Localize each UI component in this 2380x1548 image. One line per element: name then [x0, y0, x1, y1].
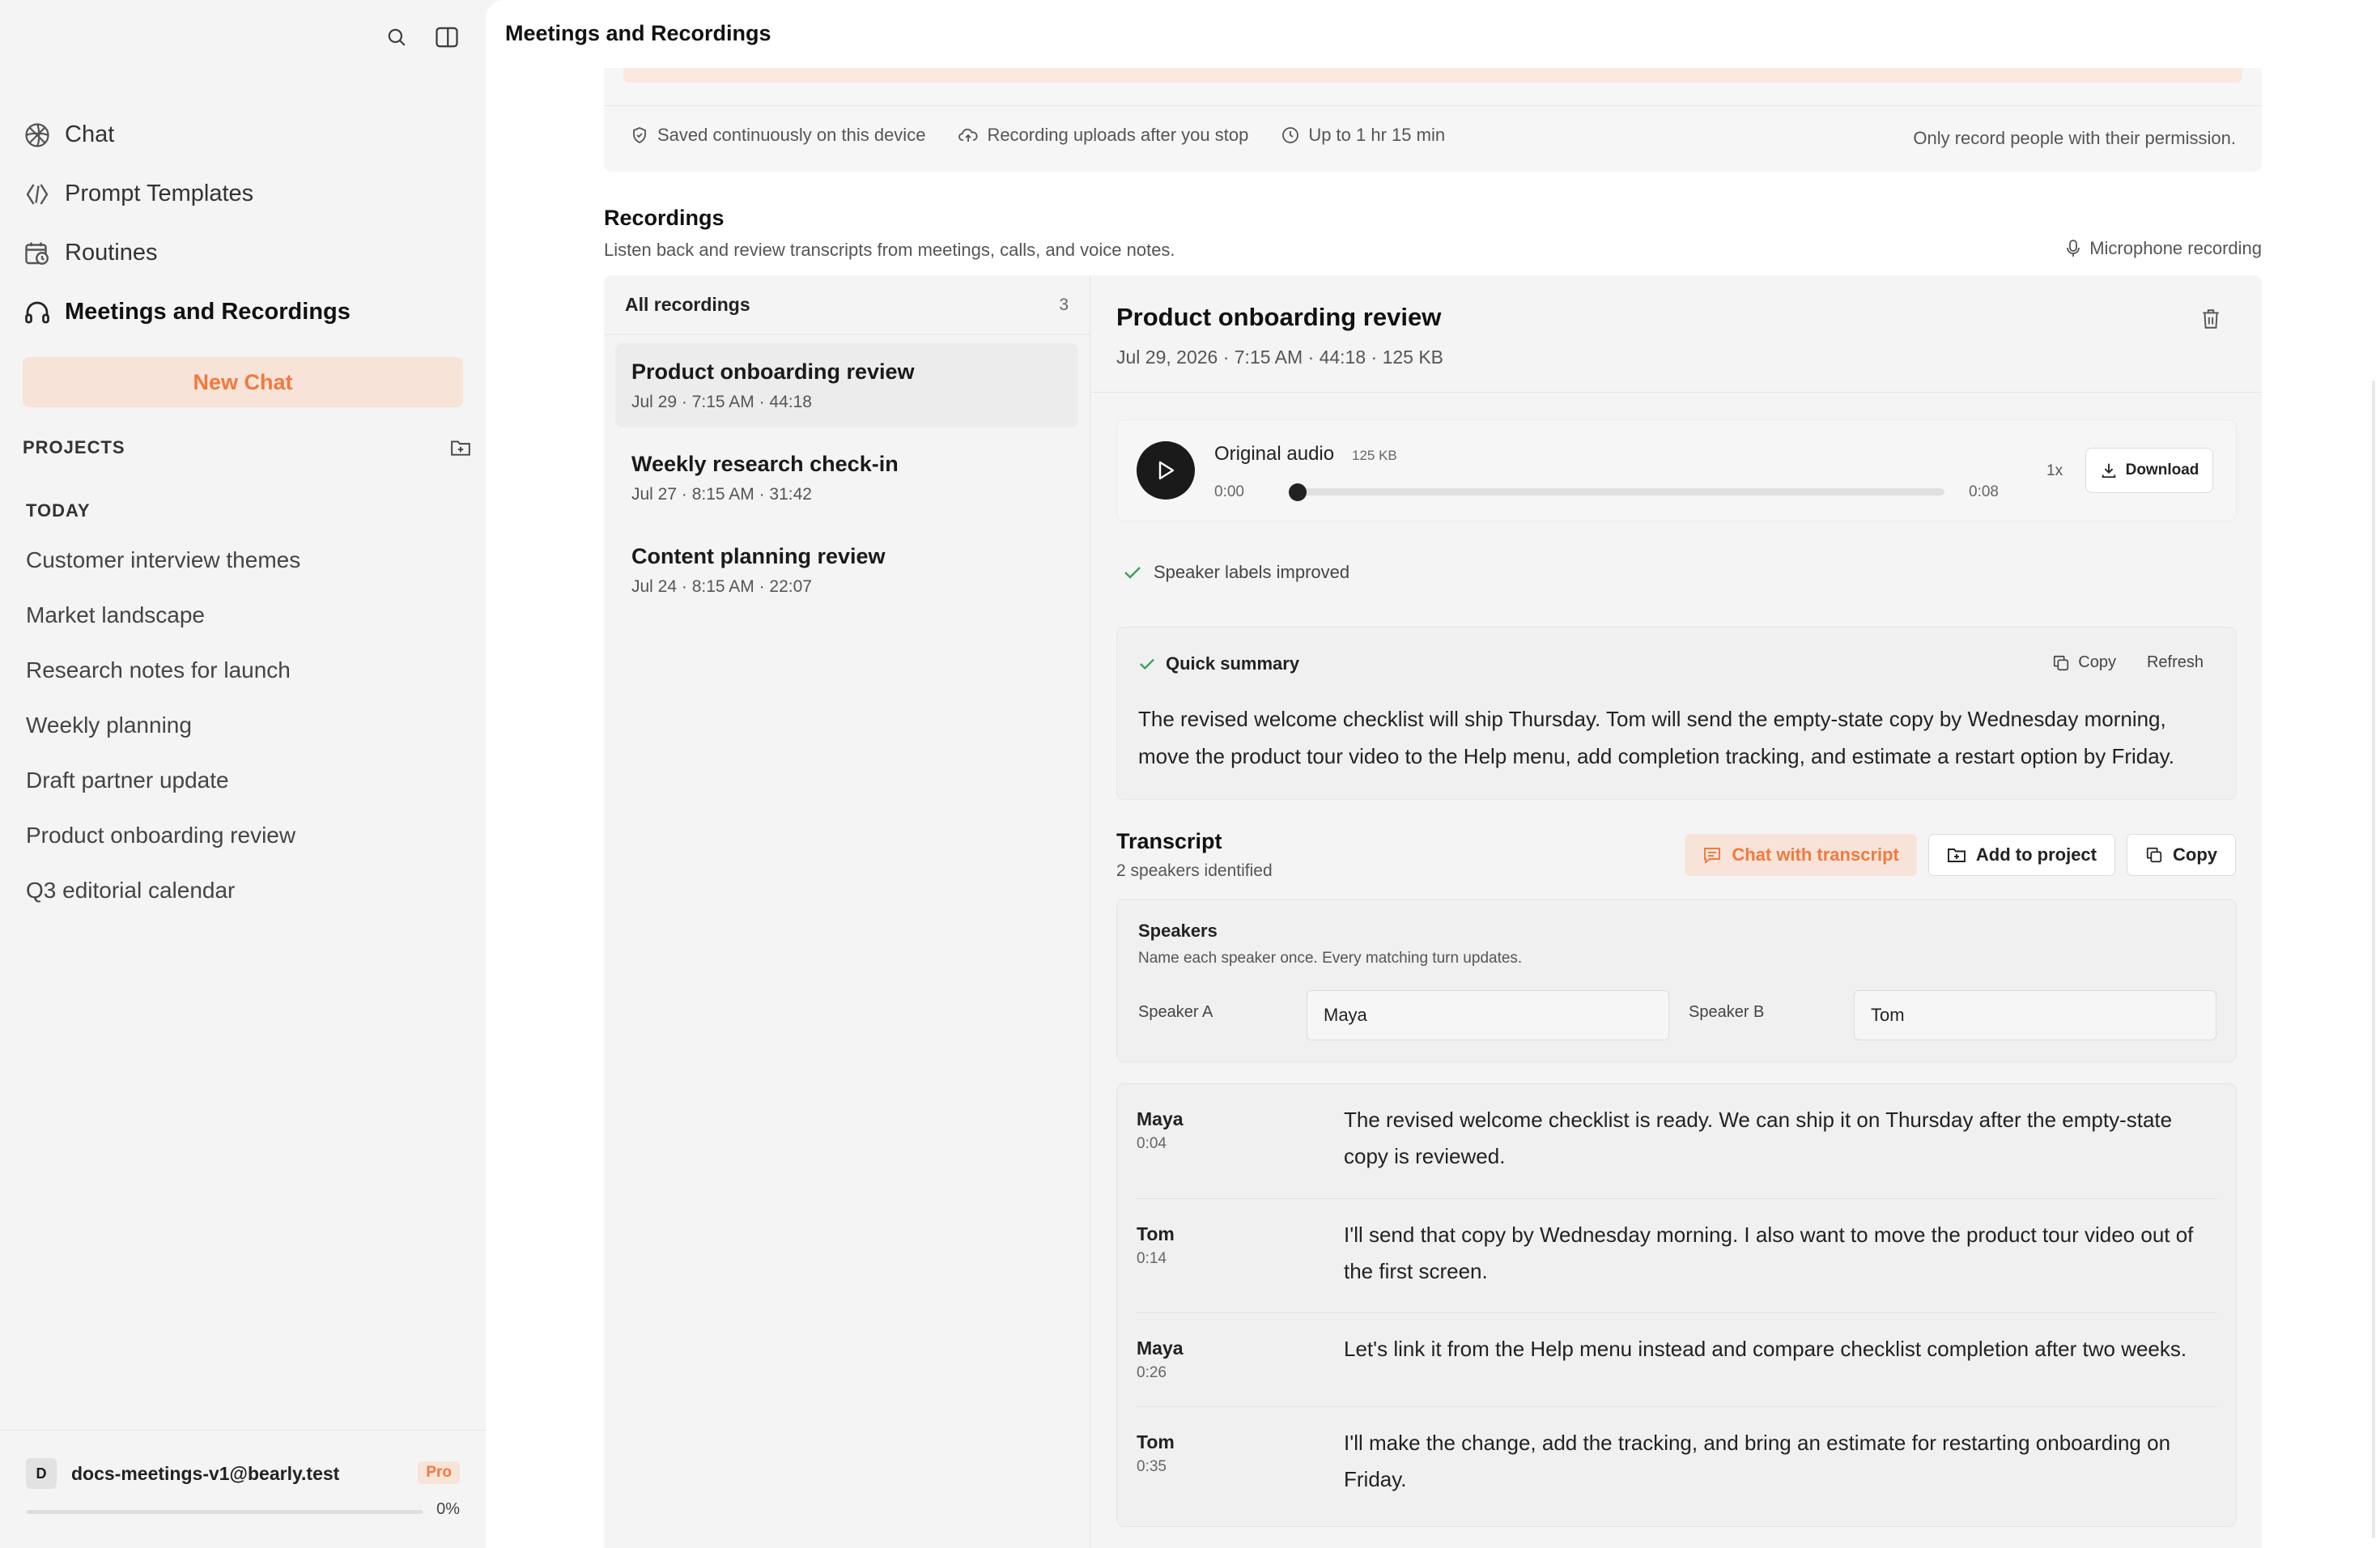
audio-progress-handle[interactable] — [1289, 483, 1307, 501]
copy-transcript-label: Copy — [2173, 844, 2217, 865]
audio-title: Original audio — [1214, 443, 1335, 465]
chat-icon — [1702, 846, 1722, 864]
upload-text: Recording uploads after you stop — [987, 125, 1249, 145]
turn-speaker: Tom — [1137, 1431, 1175, 1452]
transcript-turn — [1137, 1313, 2216, 1407]
plan-badge: Pro — [418, 1461, 460, 1484]
quick-summary-card — [1116, 627, 2237, 800]
turn-timestamp[interactable]: 0:14 — [1137, 1250, 1167, 1267]
recording-item[interactable] — [615, 343, 1078, 427]
turn-timestamp[interactable]: 0:26 — [1137, 1364, 1167, 1381]
upload-info — [958, 125, 1248, 146]
turn-text: The revised welcome checklist is ready. We can ship it on Thursday after the empty-state copy is reviewed. — [1344, 1108, 2173, 1168]
nav-item-routines[interactable] — [23, 223, 460, 283]
transcript-actions — [1685, 834, 2236, 876]
recordings-subtitle: Listen back and review transcripts from meetings, calls, and voice notes. — [604, 240, 1175, 260]
recording-meta: Jul 24 · 8:15 AM · 22:07 — [631, 577, 812, 596]
avatar: D — [26, 1458, 57, 1489]
account-email: docs-meetings-v1@bearly.test — [71, 1463, 340, 1484]
speaker-b-label: Speaker B — [1689, 1003, 1765, 1021]
recordings-list-header — [604, 275, 1090, 335]
sidebar-toggle-icon[interactable] — [431, 21, 463, 53]
current-time: 0:00 — [1214, 483, 1244, 500]
download-button[interactable] — [2085, 448, 2213, 493]
transcript-turn — [1137, 1407, 2216, 1520]
turn-speaker: Maya — [1137, 1337, 1184, 1359]
main-nav — [23, 105, 460, 342]
sidebar-top-actions — [380, 21, 463, 53]
recordings-count: 3 — [1059, 295, 1069, 314]
chat-history-item[interactable]: Research notes for launch — [26, 657, 291, 683]
nav-label: Meetings and Recordings — [65, 299, 351, 325]
projects-label: PROJECTS — [23, 437, 125, 457]
play-button[interactable] — [1137, 441, 1195, 500]
turn-text: I'll send that copy by Wednesday morning. I also want to move the product tour video out of the first screen. — [1344, 1223, 2194, 1283]
trash-icon[interactable] — [2200, 308, 2221, 330]
new-chat-button[interactable]: New Chat — [23, 357, 463, 407]
copy-transcript-button[interactable] — [2127, 834, 2236, 876]
chat-with-transcript-button[interactable] — [1685, 834, 1917, 876]
limit-text: Up to 1 hr 15 min — [1308, 125, 1446, 145]
download-icon — [2100, 461, 2118, 479]
nav-item-meetings[interactable] — [23, 283, 460, 342]
turn-speaker: Maya — [1137, 1108, 1184, 1129]
status-text: Speaker labels improved — [1154, 562, 1350, 582]
recording-detail-panel — [1090, 275, 2262, 1548]
summary-text: The revised welcome checklist will ship Thursday. Tom will send the empty-state copy by Wednesday morning, move the product tour video to the Help menu, add completion tracking, and estimate a restart option by Friday. — [1138, 707, 2174, 768]
folder-plus-icon — [1947, 846, 1966, 864]
copy-icon — [2052, 654, 2070, 672]
divider — [604, 105, 2262, 106]
chat-history-item[interactable]: Market landscape — [26, 602, 206, 627]
sidebar — [0, 0, 486, 1548]
cloud-upload-icon — [958, 125, 979, 145]
microphone-icon — [2065, 239, 2081, 258]
audio-progress-track[interactable] — [1297, 488, 1944, 495]
calendar-clock-icon — [23, 239, 52, 268]
check-icon — [1123, 564, 1142, 580]
turn-text: I'll make the change, add the tracking, and bring an estimate for restarting onboarding on Friday. — [1344, 1431, 2171, 1491]
recording-title: Product onboarding review — [1116, 303, 1442, 331]
chat-history-item[interactable]: Weekly planning — [26, 712, 192, 738]
sparkle-icon — [23, 121, 52, 150]
clock-icon — [1281, 125, 1300, 145]
audio-size: 125 KB — [1352, 448, 1397, 463]
speakers-card — [1116, 899, 2237, 1062]
transcript-turn — [1137, 1084, 2216, 1199]
nav-item-chat[interactable] — [23, 105, 460, 164]
usage-percent: 0% — [436, 1500, 460, 1518]
recordings-list-panel — [604, 275, 1090, 1548]
search-icon[interactable] — [380, 21, 413, 53]
nav-label: Prompt Templates — [65, 181, 254, 206]
recordings-title: Recordings — [604, 206, 725, 230]
today-label: TODAY — [26, 500, 91, 521]
all-recordings-label: All recordings — [625, 294, 750, 315]
transcript-turns — [1116, 1083, 2237, 1527]
transcript-subtitle: 2 speakers identified — [1116, 861, 1273, 880]
chat-history-item[interactable]: Draft partner update — [26, 768, 229, 793]
chat-history-item[interactable]: Product onboarding review — [26, 823, 296, 848]
saved-info — [630, 125, 925, 146]
download-label: Download — [2125, 461, 2199, 478]
turn-timestamp[interactable]: 0:04 — [1137, 1135, 1167, 1152]
prompt-icon — [23, 180, 52, 209]
shield-check-icon — [630, 125, 649, 145]
recording-name: Weekly research check-in — [631, 452, 899, 476]
projects-header — [23, 437, 471, 458]
nav-label: Chat — [65, 121, 115, 147]
warning-banner — [623, 68, 2242, 83]
recording-meta: Jul 27 · 8:15 AM · 31:42 — [631, 485, 812, 504]
nav-item-prompt-templates[interactable] — [23, 164, 460, 223]
speaker-b-input[interactable] — [1854, 990, 2216, 1040]
add-to-project-button[interactable] — [1928, 834, 2115, 876]
refresh-summary-button[interactable]: Refresh — [2146, 653, 2204, 671]
play-icon — [1155, 459, 1176, 482]
limit-info — [1281, 125, 1445, 146]
usage-progress-bar — [26, 1510, 423, 1514]
transcript-turn — [1137, 1199, 2216, 1313]
recording-item[interactable] — [615, 528, 1078, 612]
permission-note: Only record people with their permission. — [1913, 128, 2236, 148]
playback-speed-button[interactable]: 1x — [2046, 462, 2063, 479]
chat-history-item[interactable]: Q3 editorial calendar — [26, 878, 236, 903]
scrollbar[interactable] — [2372, 381, 2375, 1538]
page-title: Meetings and Recordings — [505, 21, 771, 45]
recording-meta: Jul 29 · 7:15 AM · 44:18 — [631, 393, 812, 411]
saved-text: Saved continuously on this device — [657, 125, 926, 145]
add-to-project-label: Add to project — [1975, 844, 2097, 865]
copy-label: Copy — [2078, 653, 2116, 671]
turn-text: Let's link it from the Help menu instead and compare checklist completion after two weeks. — [1344, 1337, 2187, 1361]
microphone-text: Microphone recording — [2089, 238, 2262, 258]
duration-time: 0:08 — [1969, 483, 1999, 500]
summary-header — [1138, 653, 1299, 674]
speakers-title: Speakers — [1138, 921, 1218, 941]
turn-speaker: Tom — [1137, 1223, 1175, 1244]
speaker-a-input[interactable] — [1307, 990, 1669, 1040]
account-panel[interactable] — [0, 1430, 486, 1548]
chat-with-transcript-label: Chat with transcript — [1732, 844, 1899, 865]
speaker-labels-status — [1123, 562, 1349, 583]
check-icon — [1138, 657, 1156, 671]
recording-item[interactable] — [615, 436, 1078, 520]
copy-summary-button[interactable] — [2052, 653, 2116, 672]
chat-history-item[interactable]: Customer interview themes — [26, 547, 301, 572]
transcript-title: Transcript — [1116, 829, 1222, 853]
microphone-recording-label[interactable] — [2065, 238, 2262, 259]
speaker-a-label: Speaker A — [1138, 1003, 1213, 1021]
audio-player — [1116, 419, 2237, 521]
divider — [1090, 392, 2262, 393]
recording-name: Product onboarding review — [631, 359, 915, 384]
summary-title: Quick summary — [1166, 653, 1300, 674]
copy-icon — [2145, 846, 2163, 864]
headphones-icon — [23, 298, 52, 327]
new-folder-icon[interactable] — [450, 438, 471, 457]
nav-label: Routines — [65, 240, 158, 266]
recorder-info-strip — [604, 68, 2262, 172]
turn-timestamp[interactable]: 0:35 — [1137, 1458, 1167, 1475]
main-panel — [486, 0, 2380, 1548]
recording-name: Content planning review — [631, 544, 886, 568]
recording-meta-detail: Jul 29, 2026 · 7:15 AM · 44:18 · 125 KB — [1116, 347, 1444, 368]
chat-history-list — [26, 533, 300, 918]
speakers-subtitle: Name each speaker once. Every matching turn updates. — [1138, 950, 1523, 967]
